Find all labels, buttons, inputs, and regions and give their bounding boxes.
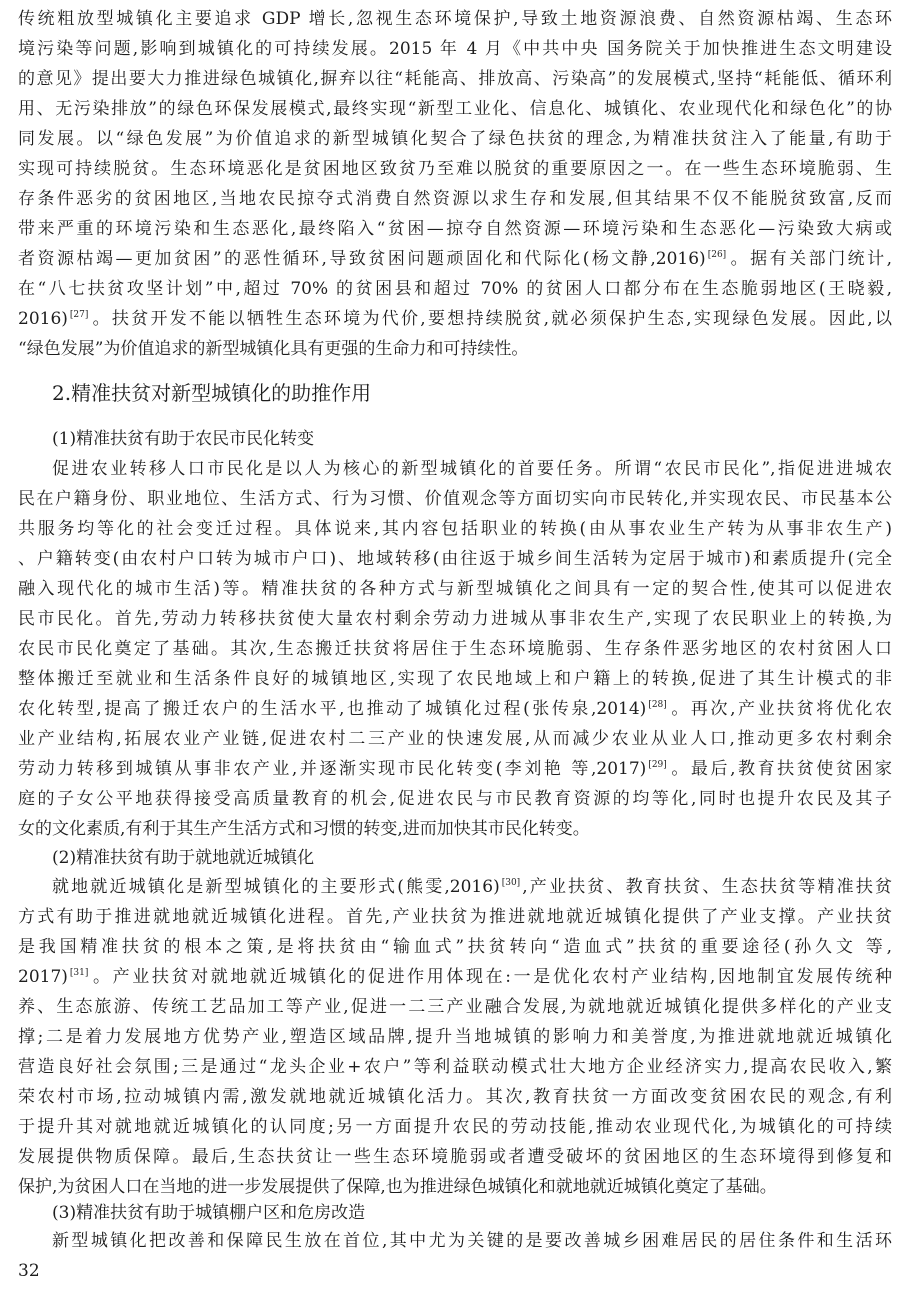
- text-line: 农民市民化奠定了基础。其次,生态搬迁扶贫将居住于生态环境脆弱、生存条件恶劣地区的农村贫困人口: [18, 639, 892, 659]
- text-line: 女的文化素质,有利于其生产生活方式和习惯的转变,进而加快其市民化转变。: [18, 819, 590, 839]
- citation-marker: [26]: [707, 250, 727, 261]
- text-line: 民市民化。首先,劳动力转移扶贫使大量农村剩余劳动力进城从事非农生产,实现了农民职业上的转换,为: [18, 609, 892, 629]
- subheading-citizenization: (1)精准扶贫有助于农民市民化转变: [52, 429, 315, 449]
- text-line: 营造良好社会氛围;三是通过“龙头企业+农户”等利益联动模式壮大地方企业经济实力,提高农民收入,繁: [18, 1057, 892, 1077]
- text-line: 劳动力转移到城镇从事非农产业,并逐渐实现市民化转变(李刘艳 等,2017) [29] 。最后,教育扶贫使贫困家: [18, 759, 892, 779]
- text-line: 方式有助于推进就地就近城镇化进程。首先,产业扶贫为推进就地就近城镇化提供了产业支撑。产业扶贫: [18, 907, 892, 927]
- text-line: 保护,为贫困人口在当地的进一步发展提供了保障,也为推进绿色城镇化和就地就近城镇化奠定了基础。: [18, 1177, 777, 1197]
- text-line: 、户籍转变(由农村户口转为城市户口)、地域转移(由往返于城乡间生活转为定居于城市)和素质提升(完全: [18, 549, 892, 569]
- text-line: 2016) [27] 。扶贫开发不能以牺牲生态环境为代价,要想持续脱贫,就必须保护生态,实现绿色发展。因此,以: [18, 309, 892, 329]
- text-line: 境污染等问题,影响到城镇化的可持续发展。2015 年 4 月《中共中央 国务院关于加快推进生态文明建设: [18, 39, 892, 59]
- text-line: 用、无污染排放”的绿色环保发展模式,最终实现“新型工业化、信息化、城镇化、农业现代化和绿色化”的协: [18, 99, 892, 119]
- citation-marker: [31]: [69, 968, 89, 979]
- text-line: 是我国精准扶贫的根本之策,是将扶贫由“输血式”扶贫转向“造血式”扶贫的重要途径(孙久文 等,: [18, 937, 892, 957]
- text-line: 传统粗放型城镇化主要追求 GDP 增长,忽视生态环境保护,导致土地资源浪费、自然资源枯竭、生态环: [18, 9, 892, 29]
- citation-marker: [28]: [648, 700, 667, 711]
- text-line: 撑;二是着力发展地方优势产业,塑造区域品牌,提升当地城镇的影响力和美誉度,为推进就地就近城镇化: [18, 1027, 892, 1047]
- text-line: 促进农业转移人口市民化是以人为核心的新型城镇化的首要任务。所谓“农民市民化”,指促进进城农: [52, 459, 892, 479]
- text-line: 整体搬迁至就业和生活条件良好的城镇地区,实现了农民地域上和户籍上的转换,促进了其生计模式的非: [18, 669, 892, 689]
- text-line: 发展提供物质保障。最后,生态扶贫让一些生态环境脆弱或者遭受破坏的贫困地区的生态环境得到修复和: [18, 1147, 892, 1167]
- text-line: 庭的子女公平地获得接受高质量教育的机会,促进农民与市民教育资源的均等化,同时也提升农民及其子: [18, 789, 892, 809]
- section-heading: 2.精准扶贫对新型城镇化的助推作用: [52, 381, 372, 405]
- citation-marker: [27]: [69, 310, 89, 321]
- text-line: 在“八七扶贫攻坚计划”中,超过 70% 的贫困县和超过 70% 的贫困人口都分布在生态脆弱地区(王晓毅,: [18, 279, 892, 299]
- text-line: 就地就近城镇化是新型城镇化的主要形式(熊雯,2016) [30] ,产业扶贫、教育扶贫、生态扶贫等精准扶贫: [52, 877, 892, 897]
- text-line: 存条件恶劣的贫困地区,当地农民掠夺式消费自然资源以求生存和发展,但其结果不仅不能脱贫致富,反而: [18, 189, 892, 209]
- text-line: 实现可持续脱贫。生态环境恶化是贫困地区致贫乃至难以脱贫的重要原因之一。在一些生态环境脆弱、生: [18, 159, 892, 179]
- text-line: 2017) [31] 。产业扶贫对就地就近城镇化的促进作用体现在:一是优化农村产业结构,因地制宜发展传统种: [18, 967, 892, 987]
- text-line: 农化转型,提高了搬迁农户的生活水平,也推动了城镇化过程(张传泉,2014) [28] 。再次,产业扶贫将优化农: [18, 699, 892, 719]
- text-line: 民在户籍身份、职业地位、生活方式、行为习惯、价值观念等方面切实向市民转化,并实现农民、市民基本公: [18, 489, 892, 509]
- text-line: 的意见》提出要大力推进绿色城镇化,摒弃以往“耗能高、排放高、污染高”的发展模式,坚持“耗能低、循环利: [18, 69, 892, 89]
- page-number: 32: [18, 1261, 40, 1281]
- text-line: 者资源枯竭—更加贫困”的恶性循环,导致贫困问题顽固化和代际化(杨文静,2016) [26] 。据有关部门统计,: [18, 249, 892, 269]
- text-line: 同发展。以“绿色发展”为价值追求的新型城镇化契合了绿色扶贫的理念,为精准扶贫注入了能量,有助于: [18, 129, 892, 149]
- text-line: 新型城镇化把改善和保障民生放在首位,其中尤为关键的是要改善城乡困难居民的居住条件和生活环: [52, 1231, 892, 1251]
- text-line: 带来严重的环境污染和生态恶化,最终陷入“贫困—掠夺自然资源—环境污染和生态恶化—污染致大病或: [18, 219, 892, 239]
- text-line: 融入现代化的城市生活)等。精准扶贫的各种方式与新型城镇化之间具有一定的契合性,使其可以促进农: [18, 579, 892, 599]
- citation-marker: [29]: [648, 760, 667, 771]
- subheading-shantytown-renovation: (3)精准扶贫有助于城镇棚户区和危房改造: [52, 1203, 366, 1223]
- text-line: 业产业结构,拓展农业产业链,促进农村二三产业的快速发展,从而减少农业从业人口,推动更多农村剩余: [18, 729, 892, 749]
- citation-marker: [30]: [501, 878, 521, 889]
- text-line: 荣农村市场,拉动城镇内需,激发就地就近城镇化活力。其次,教育扶贫一方面改变贫困农民的观念,有利: [18, 1087, 892, 1107]
- text-line: 共服务均等化的社会变迁过程。具体说来,其内容包括职业的转换(由从事农业生产转为从事非农生产): [18, 519, 892, 539]
- text-line: “绿色发展”为价值追求的新型城镇化具有更强的生命力和可持续性。: [18, 339, 529, 359]
- text-line: 养、生态旅游、传统工艺品加工等产业,促进一二三产业融合发展,为就地就近城镇化提供多样化的产业支: [18, 997, 892, 1017]
- text-line: 于提升其对就地就近城镇化的认同度;另一方面提升农民的劳动技能,推动农业现代化,为城镇化的可持续: [18, 1117, 892, 1137]
- subheading-local-urbanization: (2)精准扶贫有助于就地就近城镇化: [52, 848, 315, 868]
